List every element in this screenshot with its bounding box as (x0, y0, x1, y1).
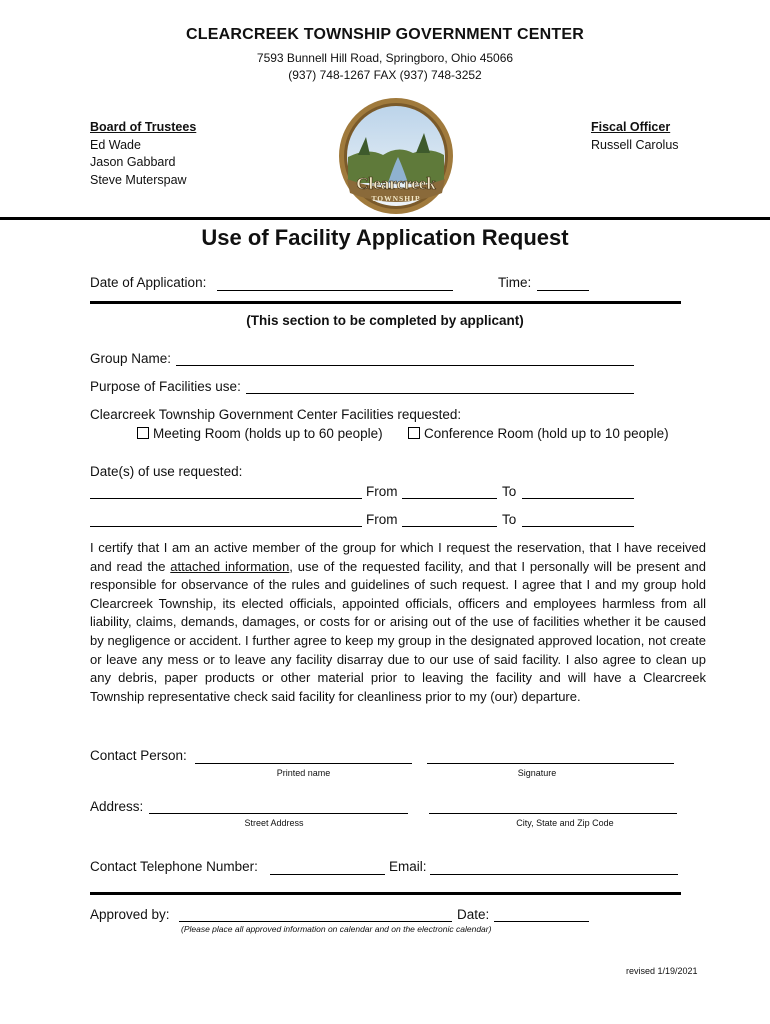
printed-name-field[interactable] (195, 763, 412, 764)
date-of-application-label: Date of Application: (90, 275, 207, 290)
certification-text-end: , use of the requested facility, and that I personally will be present and responsible for observance of the rules and guidelines of such request. I agree that I and my group hold Clearcreek Township, its elected officials, appointed officials, officers and employees harmless from all liability, claims, demands, damages, or costs for or arising out of the use of facilities whether it be caused by negligence or accident. I further agree to keep my group in the designated approved location, not create or leave any mess or to leave any facility disarray due to our use of said facility. I also agree to clean up any debris, paper products or other material prior to leaving the facility and will have a Clearcreek Township representative check said facility for cleanliness prior to my (our) departure. (90, 558, 706, 704)
date-of-application-field[interactable] (217, 290, 453, 291)
header-address: 7593 Bunnell Hill Road, Springboro, Ohio 45066 (256, 51, 514, 65)
conference-room-option[interactable] (408, 426, 669, 441)
trustees-block (90, 119, 196, 189)
header-title: CLEARCREEK TOWNSHIP GOVERNMENT CENTER (186, 26, 584, 43)
revision-date: revised 1/19/2021 (626, 966, 698, 976)
from-label-2: From (366, 512, 398, 527)
certification-paragraph (90, 539, 706, 706)
to-label-2: To (502, 512, 517, 527)
group-name-label: Group Name: (90, 351, 172, 366)
meeting-room-checkbox[interactable] (137, 427, 149, 439)
phone-field[interactable] (270, 874, 385, 875)
email-field[interactable] (430, 874, 678, 875)
certification-text-start: I certify that I am an active member of the group for which I request the reservation, that I have received and read the (90, 540, 706, 574)
approval-divider (90, 892, 681, 895)
dates-label: Date(s) of use requested: (90, 464, 243, 479)
to-field-2[interactable] (522, 526, 634, 527)
attached-information-link[interactable]: attached information (170, 558, 290, 574)
approved-by-field[interactable] (179, 921, 452, 922)
township-seal-logo (338, 97, 454, 215)
time-label: Time: (498, 275, 532, 290)
purpose-label: Purpose of Facilities use: (90, 379, 241, 394)
header-phone-fax: (937) 748-1267 FAX (937) 748-3252 (288, 68, 482, 82)
group-name-field[interactable] (176, 365, 634, 366)
fiscal-name: Russell Carolus (591, 137, 679, 152)
section-note: (This section to be completed by applicant) (246, 313, 524, 328)
street-address-caption: Street Address (244, 818, 304, 828)
logo-subtext: TOWNSHIP (371, 194, 421, 203)
facilities-label: Clearcreek Township Government Center Facilities requested: (90, 407, 462, 422)
trustee-name: Steve Muterspaw (90, 172, 187, 187)
header-divider (0, 217, 770, 220)
trustee-name: Jason Gabbard (90, 155, 176, 169)
logo-text: Clearcreek (356, 174, 436, 193)
approved-by-label: Approved by: (90, 907, 170, 922)
approval-date-label: Date: (457, 907, 490, 922)
contact-person-label: Contact Person: (90, 748, 187, 763)
time-field[interactable] (537, 290, 589, 291)
printed-name-caption: Printed name (276, 768, 331, 778)
signature-field[interactable] (427, 763, 674, 764)
approval-note: (Please place all approved information on calendar and on the electronic calendar) (181, 924, 492, 934)
address-label: Address: (90, 799, 144, 814)
email-label: Email: (389, 859, 427, 874)
city-state-zip-caption: City, State and Zip Code (516, 818, 614, 828)
date-field-1[interactable] (90, 498, 362, 499)
from-field-2[interactable] (402, 526, 497, 527)
to-label-1: To (502, 484, 517, 499)
conference-room-label: Conference Room (hold up to 10 people) (424, 426, 669, 441)
meeting-room-option[interactable] (137, 426, 383, 441)
purpose-field[interactable] (246, 393, 634, 394)
from-label-1: From (366, 484, 398, 499)
fiscal-block (591, 119, 679, 154)
city-state-zip-field[interactable] (429, 813, 677, 814)
approval-date-field[interactable] (494, 921, 589, 922)
from-field-1[interactable] (402, 498, 497, 499)
phone-label: Contact Telephone Number: (90, 859, 258, 874)
street-address-field[interactable] (149, 813, 408, 814)
meeting-room-label: Meeting Room (holds up to 60 people) (153, 426, 383, 441)
conference-room-checkbox[interactable] (408, 427, 420, 439)
to-field-1[interactable] (522, 498, 634, 499)
fiscal-heading: Fiscal Officer (591, 120, 671, 134)
trustee-name: Ed Wade (90, 137, 141, 152)
form-title: Use of Facility Application Request (201, 225, 569, 250)
section-divider (90, 301, 681, 304)
signature-caption: Signature (517, 768, 557, 778)
trustees-heading: Board of Trustees (90, 120, 197, 134)
date-field-2[interactable] (90, 526, 362, 527)
